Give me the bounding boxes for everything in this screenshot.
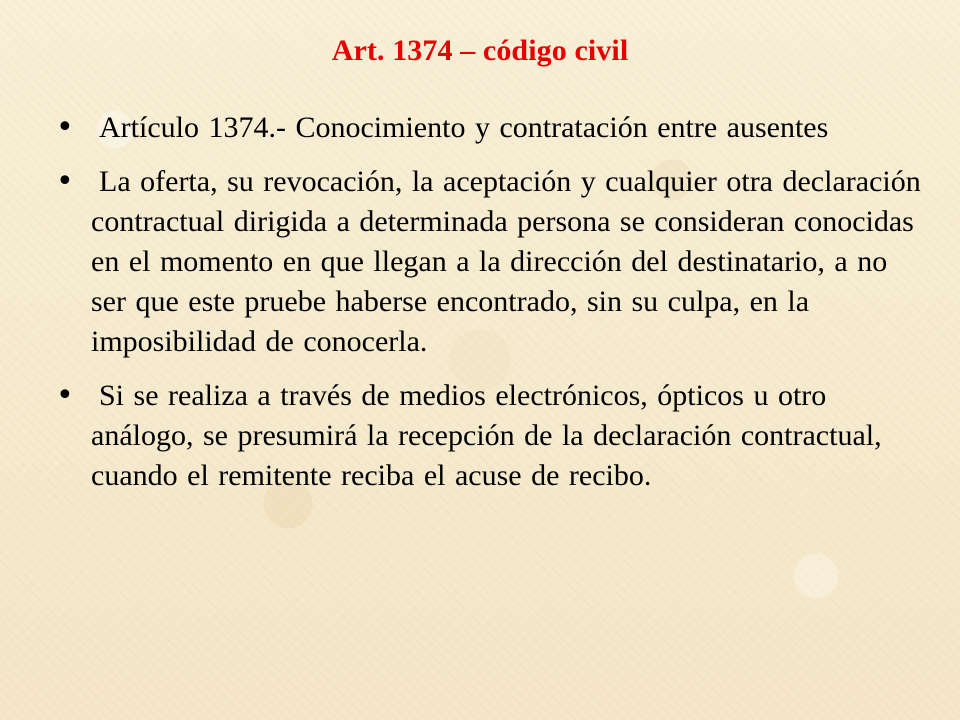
bullet-list bbox=[56, 108, 926, 496]
bullet-dot-icon: • bbox=[56, 378, 74, 413]
bullet-item bbox=[56, 108, 926, 148]
bullet-text: Si se realiza a través de medios electrónicos, ópticos u otro análogo, se presumirá la recepción de la declaración contractual, cuando el remitente reciba el acuse de recibo. bbox=[91, 379, 882, 492]
bullet-dot-icon: • bbox=[56, 164, 74, 199]
bullet-dot-icon: • bbox=[56, 110, 74, 145]
bullet-text: La oferta, su revocación, la aceptación y cualquier otra declaración contractual dirigida a determinada persona se consideran conocidas en el momento en que llegan a la dirección del destinatario, a no ser que este pruebe haberse encontrado, sin su culpa, en la imposibilidad de conocerla. bbox=[91, 165, 921, 358]
bullet-item bbox=[56, 162, 926, 362]
slide-title: Art. 1374 – código civil bbox=[331, 34, 629, 67]
bullet-text: Artículo 1374.- Conocimiento y contratación entre ausentes bbox=[99, 111, 829, 144]
bullet-item bbox=[56, 376, 926, 496]
